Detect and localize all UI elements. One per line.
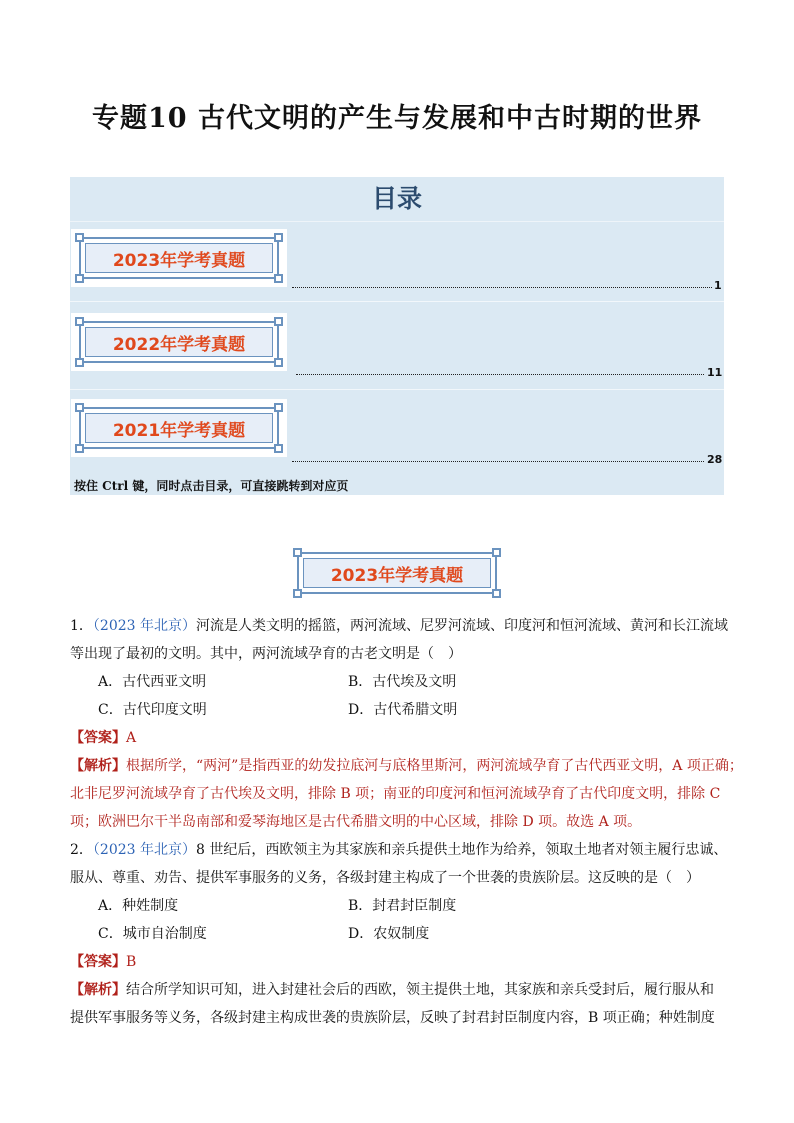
option-d: D．农奴制度 xyxy=(348,926,430,942)
question-2 xyxy=(70,836,726,1032)
analysis-text: 项；欧洲巴尔干半岛南部和爱琴海地区是古代希腊文明的中心区域，排除 D 项。故选 A 项。 xyxy=(70,814,642,830)
option-b: B．古代埃及文明 xyxy=(348,674,457,690)
toc-entry-2023[interactable] xyxy=(70,229,724,293)
answer-label: 【答案】 xyxy=(70,730,126,746)
analysis-text: 提供军事服务等义务，各级封建主构成世袭的贵族阶层，反映了封君封臣制度内容，B 项正确；种姓制度 xyxy=(70,1010,715,1026)
toc-entry-label: 2023年学考真题 xyxy=(112,250,246,271)
toc-heading: 目录 xyxy=(70,177,724,222)
question-stem: 服从、尊重、劝告、提供军事服务的义务，各级封建主构成了一个世袭的贵族阶层。这反映的是（ ） xyxy=(70,870,700,886)
toc-leader-dots xyxy=(292,287,712,288)
option-c: C．城市自治制度 xyxy=(98,926,207,942)
toc-badge[interactable] xyxy=(71,229,287,287)
toc-entry-label: 2022年学考真题 xyxy=(112,334,246,355)
analysis-text: 结合所学知识可知，进入封建社会后的西欧，领主提供土地，其家族和亲兵受封后，履行服从和 xyxy=(126,982,714,998)
toc-badge[interactable] xyxy=(71,399,287,457)
option-a: A．种姓制度 xyxy=(98,898,179,914)
analysis-text: 北非尼罗河流域孕育了古代埃及文明，排除 B 项；南亚的印度河和恒河流域孕育了古代印度文明，排除 C xyxy=(70,786,721,802)
question-source: （2023 年北京） xyxy=(92,618,197,634)
question-source: （2023 年北京） xyxy=(92,842,197,858)
section-badge-label: 2023年学考真题 xyxy=(330,565,464,586)
toc-page-number: 1 xyxy=(714,279,722,292)
question-1 xyxy=(70,612,743,836)
question-stem: 河流是人类文明的摇篮，两河流域、尼罗河流域、印度河和恒河流域、黄河和长江流域 xyxy=(196,618,729,634)
option-d: D．古代希腊文明 xyxy=(348,702,458,718)
question-stem: 等出现了最初的文明。其中，两河流域孕育的古老文明是（ ） xyxy=(70,646,462,662)
toc-entry-2022[interactable] xyxy=(70,313,724,377)
toc-page-number: 11 xyxy=(707,366,723,379)
question-list xyxy=(70,612,743,1032)
answer-value: B xyxy=(126,954,137,970)
toc-page-number: 28 xyxy=(707,453,723,466)
answer-label: 【答案】 xyxy=(70,954,126,970)
question-number: 2． xyxy=(70,842,93,858)
option-b: B．封君封臣制度 xyxy=(348,898,457,914)
toc-entry-label: 2021年学考真题 xyxy=(112,420,246,441)
answer-value: A xyxy=(126,730,137,746)
toc-note: 按住 Ctrl 键，同时点击目录，可直接跳转到对应页 xyxy=(74,479,349,493)
analysis-text: 根据所学，“两河”是指西亚的幼发拉底河与底格里斯河，两河流域孕育了古代西亚文明，A 项正确； xyxy=(126,758,743,774)
toc-entry-2021[interactable] xyxy=(70,399,724,466)
page-title: 专题10 古代文明的产生与发展和中古时期的世界 xyxy=(92,103,702,134)
question-stem: 8 世纪后，西欧领主为其家族和亲兵提供土地作为给养，领取土地者对领主履行忠诚、 xyxy=(196,842,728,858)
option-c: C．古代印度文明 xyxy=(98,702,207,718)
toc-leader-dots xyxy=(296,374,704,375)
section-badge xyxy=(289,544,505,602)
toc-badge[interactable] xyxy=(71,313,287,371)
option-a: A．古代西亚文明 xyxy=(98,674,207,690)
analysis-label: 【解析】 xyxy=(70,982,126,998)
question-number: 1． xyxy=(70,618,93,634)
analysis-label: 【解析】 xyxy=(70,758,126,774)
table-of-contents xyxy=(70,177,724,495)
toc-leader-dots xyxy=(292,461,704,462)
